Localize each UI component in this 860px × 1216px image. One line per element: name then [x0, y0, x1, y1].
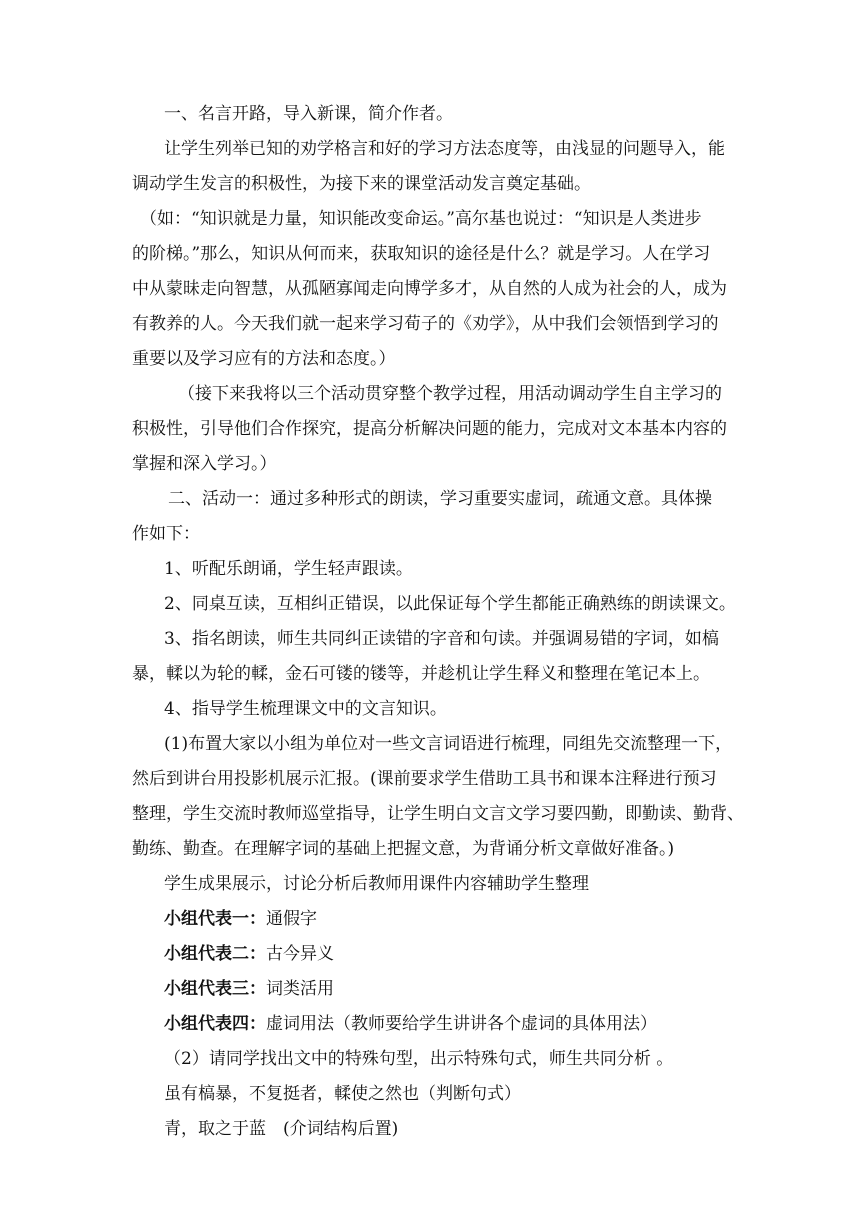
paragraph-line: 积极性，引导他们合作探究，提高分析解决问题的能力，完成对文本基本内容的: [132, 419, 727, 439]
section-heading-1: 一、名言开路，导入新课，简介作者。: [164, 104, 453, 124]
paragraph-line: （接下来我将以三个活动贯穿整个教学过程，用活动调动学生自主学习的: [178, 384, 722, 404]
list-item: 2、同桌互读，互相纠正错误，以此保证每个学生都能正确熟练的朗读课文。: [164, 594, 736, 614]
group-label: 小组代表一：: [164, 909, 266, 929]
group-item: [164, 942, 764, 966]
group-text: 词类活用: [266, 979, 334, 999]
paragraph-line: （如：“知识就是力量，知识能改变命运。”高尔基也说过：“知识是人类进步: [140, 209, 702, 229]
section-heading-2: 二、活动一：通过多种形式的朗读，学习重要实虚词，疏通文意。具体操: [168, 489, 712, 509]
paragraph-line: 掌握和深入学习。）: [132, 454, 277, 474]
list-item: 3、指名朗读，师生共同纠正读错的字音和句读。并强调易错的字词，如槁: [164, 629, 719, 649]
group-item: [164, 1012, 764, 1036]
paragraph-line: 勤练、勤查。在理解字词的基础上把握文意，为背诵分析文章做好准备。): [132, 839, 675, 859]
group-text: 通假字: [266, 909, 317, 929]
group-item: [164, 907, 764, 931]
paragraph-line: 暴，輮以为轮的輮，金石可镂的镂等，并趁机让学生释义和整理在笔记本上。: [132, 664, 710, 684]
list-item: 4、指导学生梳理课文中的文言知识。: [164, 699, 447, 719]
group-item: [164, 977, 764, 1001]
group-label: 小组代表三：: [164, 979, 266, 999]
paragraph-line: 有教养的人。今天我们就一起来学习荀子的《劝学》，从中我们会领悟到学习的: [132, 314, 719, 334]
paragraph-line: 的阶梯。”那么，知识从何而来，获取知识的途径是什么？就是学习。人在学习: [132, 244, 711, 264]
paragraph-line: 中从蒙昧走向智慧，从孤陋寡闻走向博学多才，从自然的人成为社会的人，成为: [132, 279, 727, 299]
paragraph-line: 作如下：: [132, 524, 200, 544]
group-label: 小组代表四：: [164, 1014, 266, 1034]
group-text: 虚词用法（教师要给学生讲讲各个虚词的具体用法）: [266, 1014, 657, 1034]
paragraph-line: 让学生列举已知的劝学格言和好的学习方法态度等，由浅显的问题导入，能: [164, 139, 725, 159]
group-text: 古今异义: [266, 944, 334, 964]
paragraph-line: 学生成果展示，讨论分析后教师用课件内容辅助学生整理: [164, 874, 589, 894]
example-sentence: 虽有槁暴，不复挺者，輮使之然也（判断句式）: [164, 1084, 521, 1104]
paragraph-line: 调动学生发言的积极性，为接下来的课堂活动发言奠定基础。: [132, 174, 591, 194]
example-sentence: 青，取之于蓝 (介词结构后置): [164, 1119, 399, 1139]
paragraph-line: 重要以及学习应有的方法和态度。）: [132, 349, 396, 369]
paragraph-line: 整理，学生交流时教师巡堂指导，让学生明白文言文学习要四勤，即勤读、勤背、: [132, 804, 744, 824]
paragraph-line: （2）请同学找出文中的特殊句型，出示特殊句式，师生共同分析 。: [164, 1049, 674, 1069]
group-label: 小组代表二：: [164, 944, 266, 964]
paragraph-line: (1)布置大家以小组为单位对一些文言词语进行梳理，同组先交流整理一下，: [164, 734, 733, 754]
list-item: 1、听配乐朗诵，学生轻声跟读。: [164, 559, 413, 579]
paragraph-line: 然后到讲台用投影机展示汇报。(课前要求学生借助工具书和课本注释进行预习: [132, 769, 717, 789]
